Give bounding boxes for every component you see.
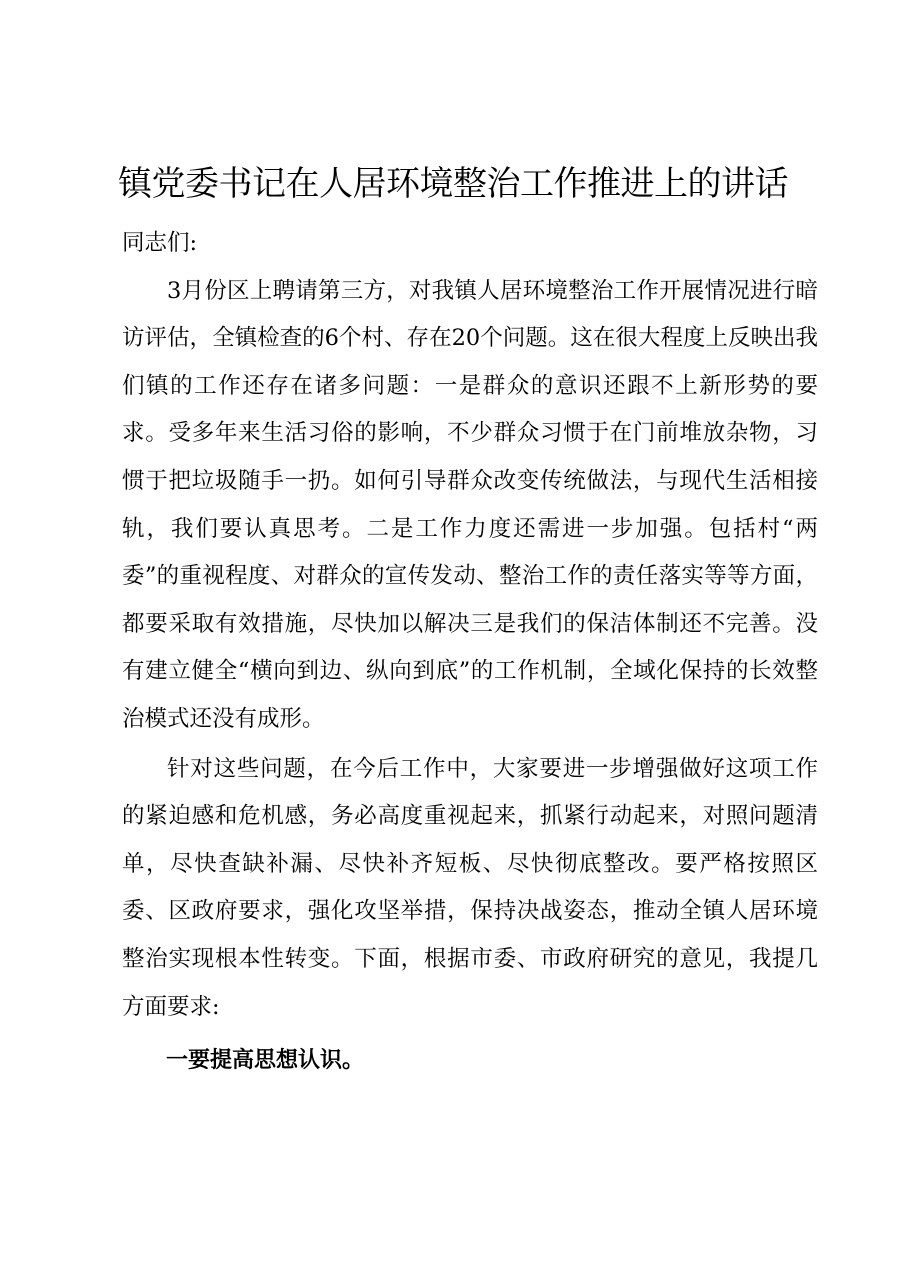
document-title: 镇党委书记在人居环境整治工作推进上的讲话 (118, 164, 788, 204)
greeting: 同志们: (122, 230, 198, 256)
paragraph-requirements: 针对这些问题，在今后工作中，大家要进一步增强做好这项工作的紧迫感和危机感，务必高度重视起来，抓紧行动起来，对照问题清单，尽快查缺补漏、尽快补齐短板、尽快彻底整改。要严格按照区委、区政府要求，强化攻坚举措，保持决战姿态，推动全镇人居环境整治实现根本性转变。下面，根据市委、市政府研究的意见，我提几方面要求: (122, 755, 818, 1020)
paragraph-problems: 3月份区上聘请第三方，对我镇人居环境整治工作开展情况进行暗访评估，全镇检查的6个村、存在20个问题。这在很大程度上反映出我们镇的工作还存在诸多问题：一是群众的意识还跟不上新形势的要求。受多年来生活习俗的影响，不少群众习惯于在门前堆放杂物，习惯于把垃圾随手一扔。如何引导群众改变传统做法，与现代生活相接轨，我们要认真思考。二是工作力度还需进一步加强。包括村“两委”的重视程度、对群众的宣传发动、整治工作的责任落实等等方面，都要采取有效措施，尽快加以解决三是我们的保洁体制还不完善。没有建立健全“横向到边、纵向到底”的工作机制，全域化保持的长效整治模式还没有成形。 (122, 277, 818, 732)
document-body (122, 220, 818, 1085)
section-heading: 一要提高思想认识。 (166, 1048, 365, 1074)
